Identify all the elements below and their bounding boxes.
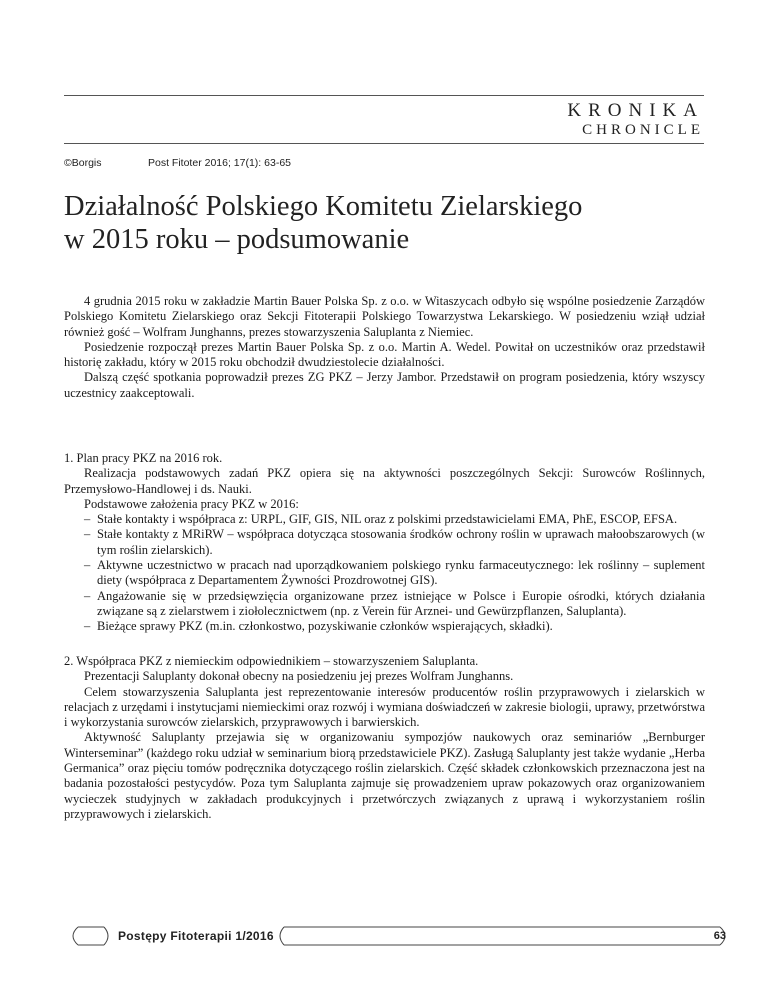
section-1-heading: 1. Plan pracy PKZ na 2016 rok. [64, 451, 223, 465]
intro-block [64, 294, 705, 401]
title-line-1: Działalność Polskiego Komitetu Zielarskiego [64, 191, 583, 222]
section-2-heading: 2. Współpraca PKZ z niemieckim odpowiednikiem – stowarzyszeniem Saluplanta. [64, 654, 479, 668]
section-label-pl: KRONIKA [567, 100, 704, 121]
intro-paragraph: 4 grudnia 2015 roku w zakładzie Martin Bauer Polska Sp. z o.o. w Witaszycach odbyło się wspólne posiedzenie Zarządów Polskiego Komitetu Zielarskiego oraz Sekcji Fitoterapii Polskiego Towarzystwa Lekarskiego. W posiedzeniu wziął udział również gość – Wolfram Junghanns, prezes stowarzyszenia Saluplanta z Niemiec. [64, 294, 705, 339]
section-1 [64, 451, 705, 635]
bullet-item: – Bieżące sprawy PKZ (m.in. członkostwo, pozyskiwanie członków wspierających, składki). [84, 619, 705, 634]
bullet-item: – Aktywne uczestnictwo w pracach nad uporządkowaniem polskiego rynku farmaceutycznego: lek roślinny – suplement diety (współpraca z Departamentem Żywności Prozdrowotnej GIS). [84, 558, 705, 589]
page-number: 63 [713, 930, 726, 942]
section-label-en: CHRONICLE [582, 122, 704, 138]
section-2 [64, 654, 705, 822]
citation: Post Fitoter 2016; 17(1): 63-65 [148, 157, 291, 169]
header-rule-top [64, 95, 704, 96]
intro-paragraph: Posiedzenie rozpoczął prezes Martin Bauer Polska Sp. z o.o. Martin A. Wedel. Powitał on uczestników oraz przedstawił historię zakładu, który w 2015 roku obchodził dwudziestolecie działalności. [64, 339, 705, 370]
article-title [64, 190, 704, 256]
section-2-paragraph: Celem stowarzyszenia Saluplanta jest reprezentowanie interesów producentów roślin przyprawowych i zielarskich w relacjach z urzędami i instytucjami niemieckimi oraz rozwój i wymiana doświadczeń w zakresie biologii, uprawy, przetwórstwa i wykorzystania surowców zielarskich, przyprawowych i barwierskich. [64, 684, 705, 730]
header-rule-bottom [64, 143, 704, 144]
bullet-item: – Angażowanie się w przedsięwzięcia organizowane przez istniejące w Polsce i Europie ośrodki, których działania związane są z zielarstwem i ziołolecznictwem (np. z Verein für Arznei- und Gewürzpflanzen, Saluplanta). [84, 589, 705, 620]
bullet-item: – Stałe kontakty i współpraca z: URPL, GIF, GIS, NIL oraz z polskimi przedstawicielami EMA, PhE, ESCOP, EFSA. [84, 512, 705, 527]
intro-paragraph: Dalszą część spotkania poprowadził prezes ZG PKZ – Jerzy Jambor. Przedstawił on program posiedzenia, który wszyscy uczestnicy zaakceptowali. [64, 370, 705, 400]
journal-name: Postępy Fitoterapii 1/2016 [118, 929, 274, 943]
bullet-item: – Stałe kontakty z MRiRW – współpraca dotycząca stosowania środków ochrony roślin w uprawach małoobszarowych (w tym roślin zielarskich). [84, 527, 705, 558]
title-line-2: w 2015 roku – podsumowanie [64, 224, 410, 255]
section-2-paragraph: Prezentacji Saluplanty dokonał obecny na posiedzeniu jej prezes Wolfram Junghanns. [84, 669, 514, 684]
publisher-label: ©Borgis [64, 157, 102, 169]
section-1-bullet-list [64, 512, 705, 634]
section-2-paragraph: Aktywność Saluplanty przejawia się w organizowaniu sympozjów naukowych oraz seminariów „Bernburger Winterseminar” (każdego roku udział w seminarium biorą przedstawiciele PKZ). Zasługą Saluplanty jest także wydanie „Herba Germanica” oraz pięciu tomów podręcznika dotyczącego roślin zielarskich. Część składek członkowskich przeznaczona jest na badania pozostałości pestycydów. Poza tym Saluplanta zajmuje się prowadzeniem upraw pokazowych oraz organizowaniem wycieczek studyjnych w zakładach produkcyjnych i przetwórczych związanych z uprawą i wykorzystaniem roślin przyprawowych i zielarskich. [64, 730, 705, 821]
section-1-paragraph: Podstawowe założenia pracy PKZ w 2016: [84, 496, 299, 511]
section-1-paragraph: Realizacja podstawowych zadań PKZ opiera się na aktywności poszczególnych Sekcji: Surowców Roślinnych, Przemysłowo-Handlowej i ds. Nauki. [64, 466, 705, 496]
